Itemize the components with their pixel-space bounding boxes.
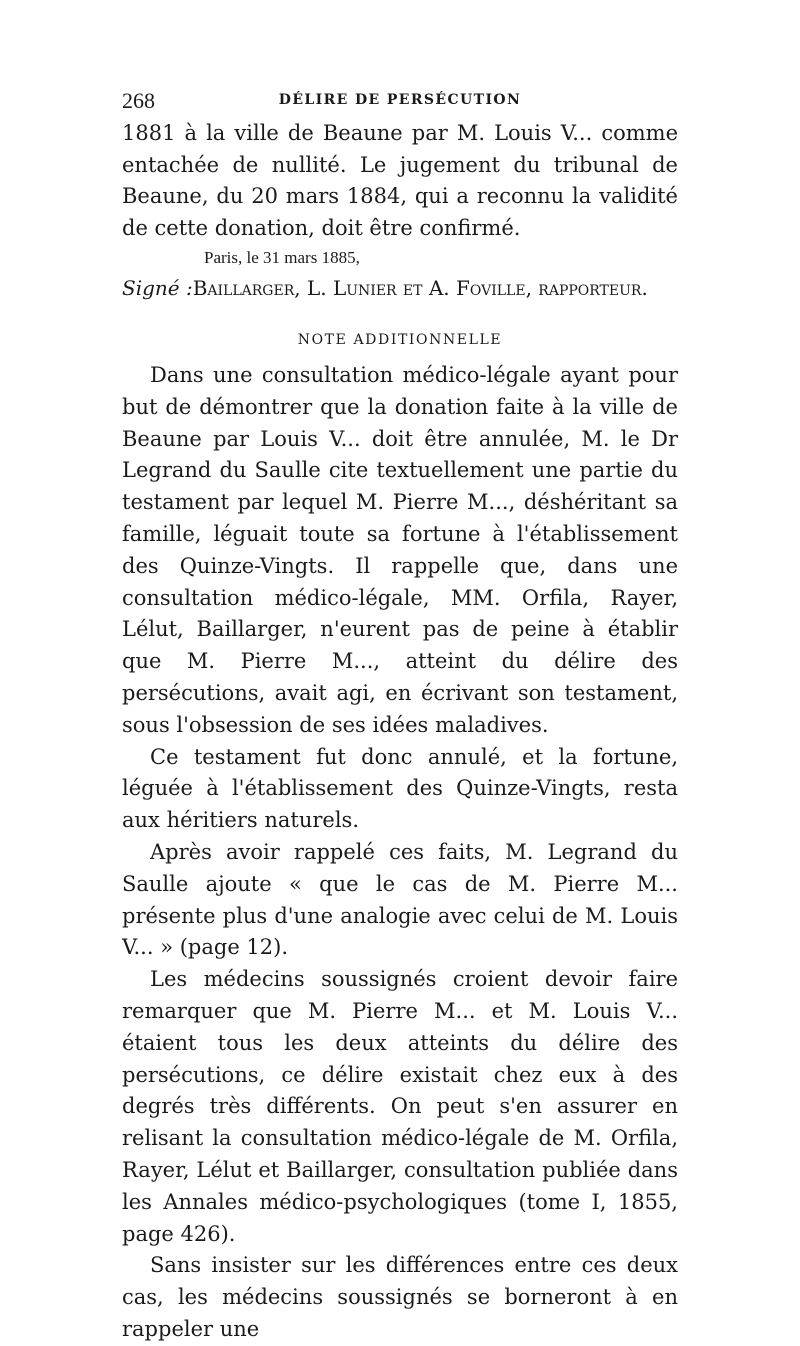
note-paragraph: Sans insister sur les différences entre ces deux cas, les médecins soussignés se borneront à en rappeler une	[122, 1253, 678, 1341]
signature-line	[122, 272, 678, 304]
book-page	[122, 88, 678, 1346]
running-header	[122, 88, 678, 118]
note-paragraph: Ce testament fut donc annulé, et la fortune, léguée à l'établissement des Quinze-Vingts, resta aux héritiers naturels.	[122, 744, 678, 833]
note-paragraph: Après avoir rappelé ces faits, M. Legrand du Saulle ajoute « que le cas de M. Pierre M... présente plus d'une analogie avec celui de M. Louis V... » (page 12).	[122, 839, 678, 960]
note-body	[122, 360, 678, 1346]
signature-date: Paris, le 31 mars 1885,	[204, 248, 360, 267]
page-number: 268	[122, 88, 155, 113]
note-paragraph: Les médecins soussignés croient devoir faire remarquer que M. Pierre M... et M. Louis V... étaient tous les deux atteints du délire des persécutions, ce délire existait chez eux à des degrés très différents. On peut s'en assurer en relisant la consultation médico-légale de M. Orfila, Rayer, Lélut et Baillarger, consultation publiée dans les Annales médico-psychologiques (tome I, 1855, page 426).	[122, 967, 678, 1246]
signatories: Baillarger, L. Lunier et A. Foville, rapporteur.	[192, 276, 648, 300]
opening-paragraph: 1881 à la ville de Beaune par M. Louis V... comme entachée de nullité. Le jugement du tribunal de Beaune, du 20 mars 1884, qui a reconnu la validité de cette donation, doit être confirmé.	[122, 121, 678, 240]
note-title: NOTE ADDITIONNELLE	[297, 332, 503, 348]
running-title: DÉLIRE DE PERSÉCUTION	[278, 92, 522, 108]
signature-label: Signé :	[122, 276, 193, 300]
note-paragraph: Dans une consultation médico-légale ayant pour but de démontrer que la donation faite à la ville de Beaune par Louis V... doit être annulée, M. le Dr Legrand du Saulle cite textuellement une partie du testament par lequel M. Pierre M..., déshéritant sa famille, léguait toute sa fortune à l'établissement des Quinze-Vingts. Il rappelle que, dans une consultation médico-légale, MM. Orfila, Rayer, Lélut, Baillarger, n'eurent pas de peine à établir que M. Pierre M..., atteint du délire des persécutions, avait agi, en écrivant son testament, sous l'obsession de ses idées maladives.	[122, 363, 678, 737]
